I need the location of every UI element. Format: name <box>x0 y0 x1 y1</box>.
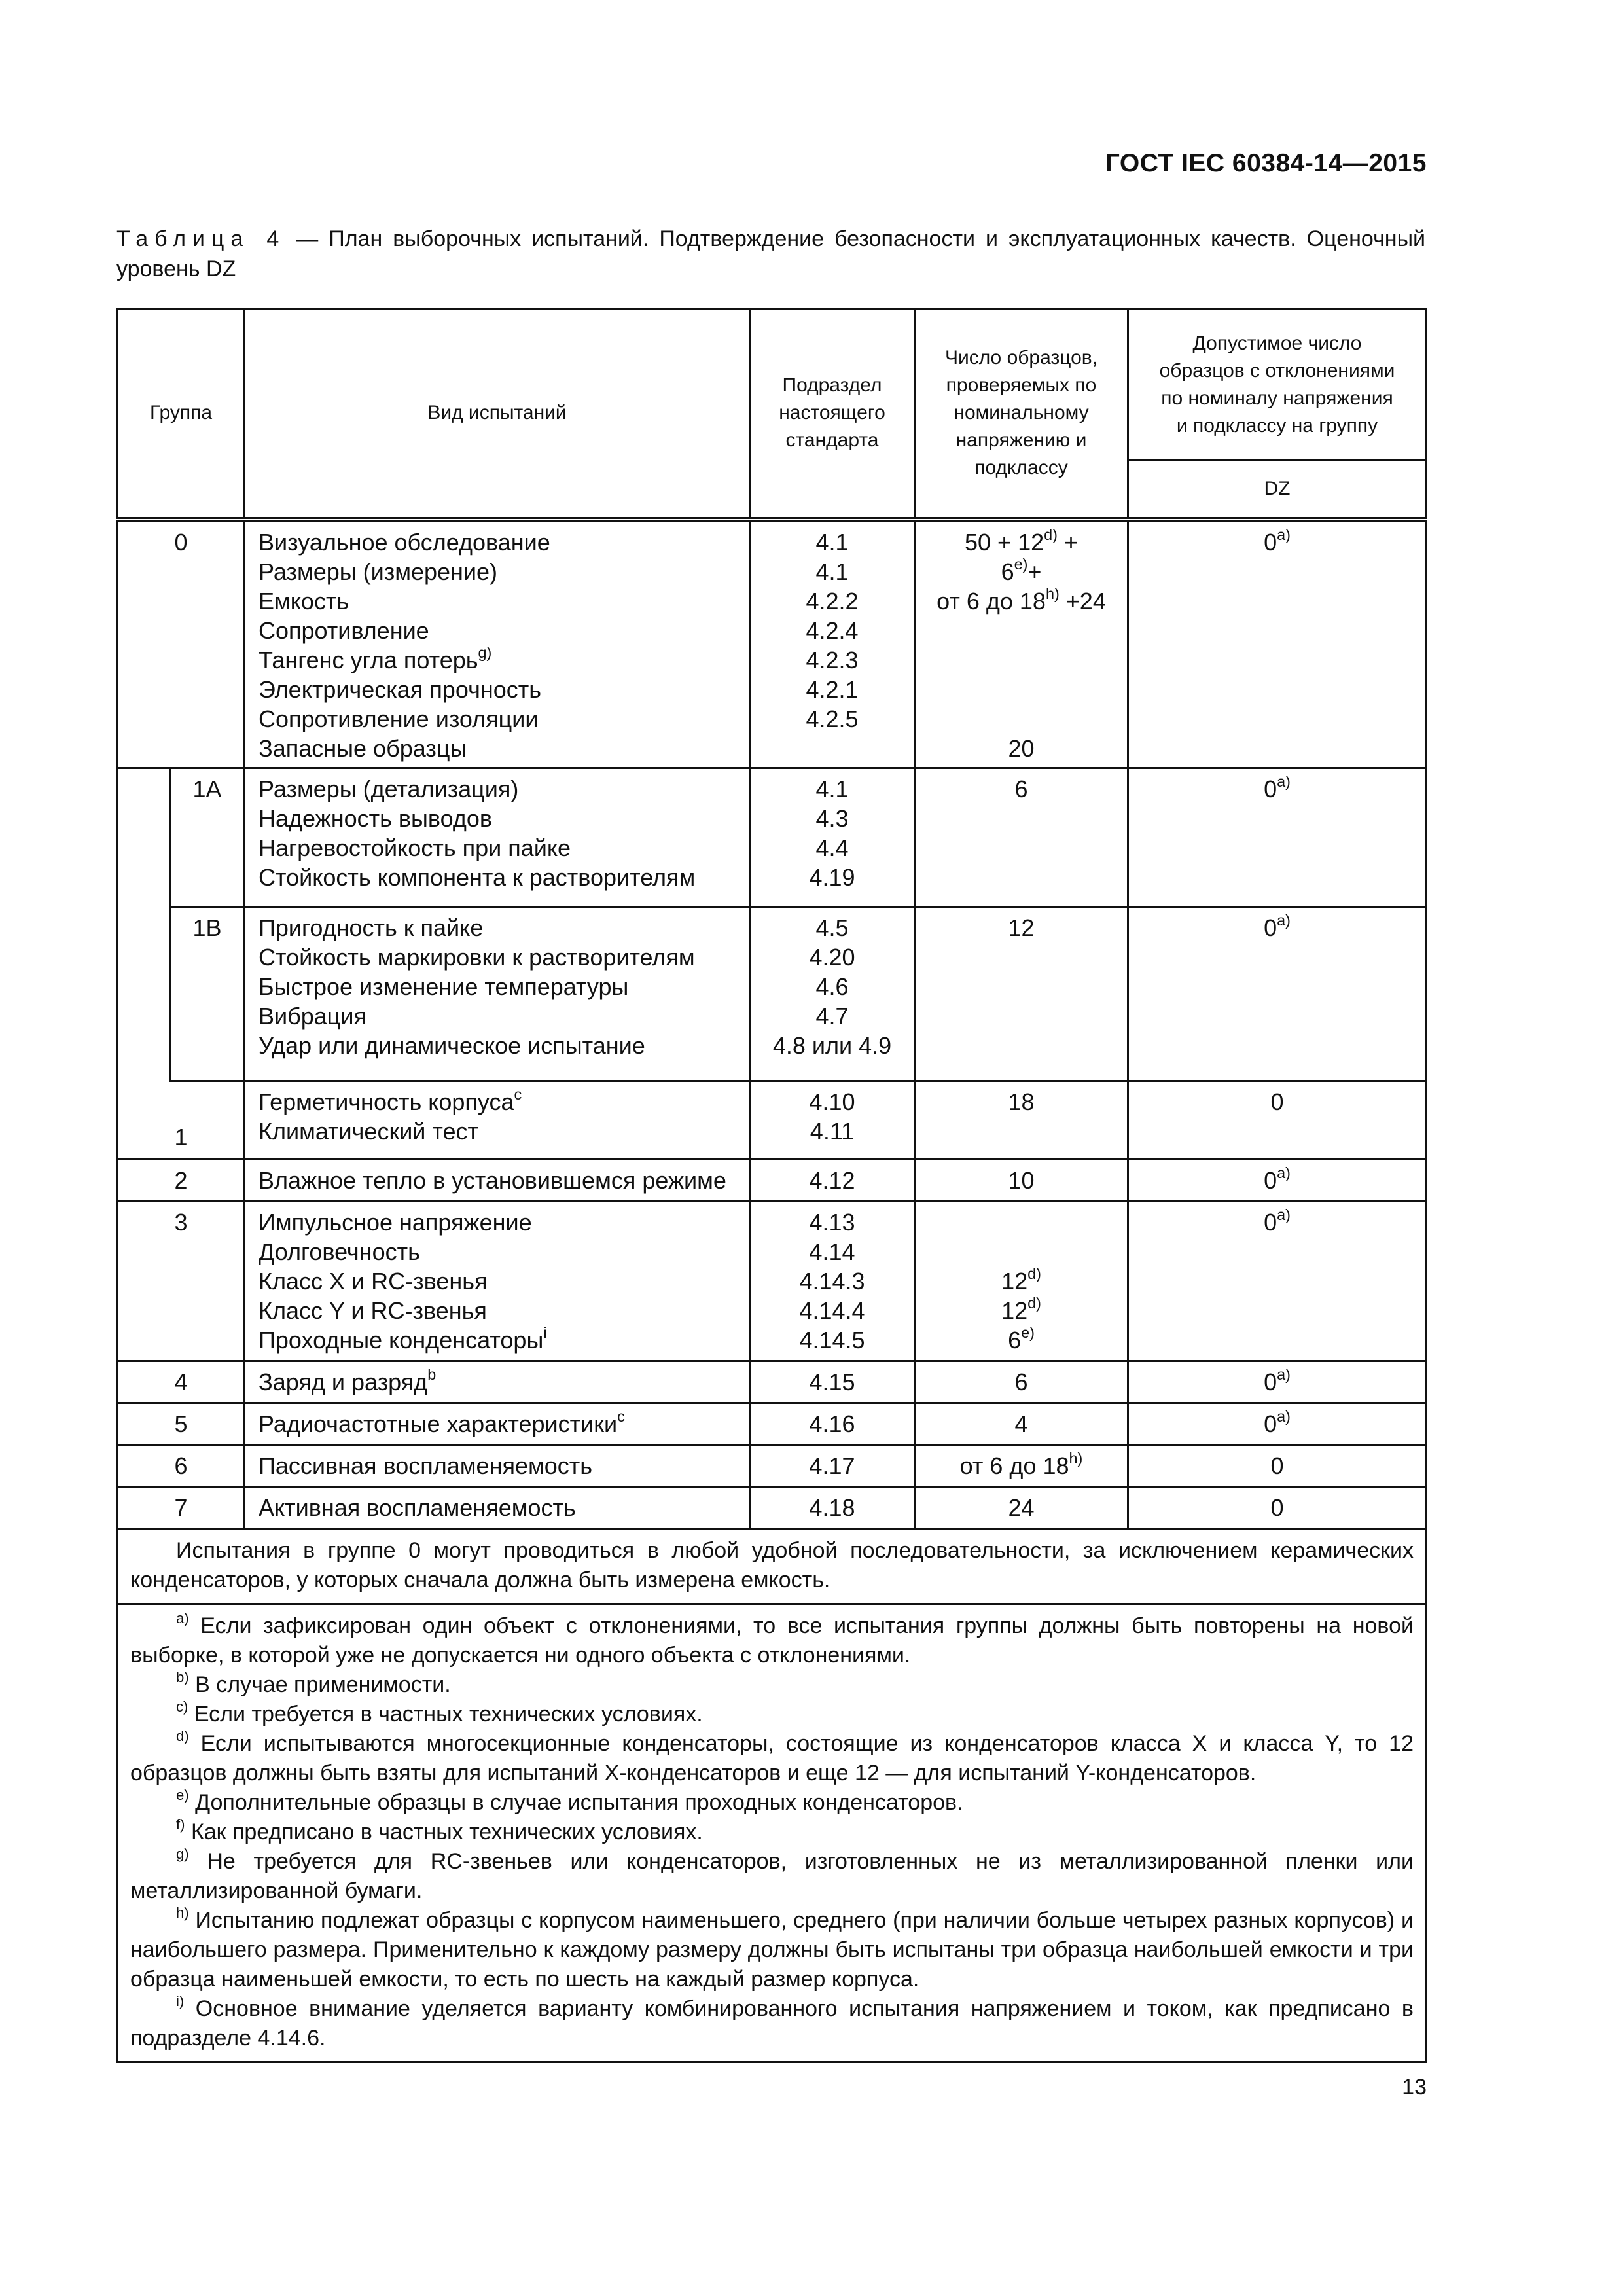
test-name: Удар или динамическое испытание <box>259 1031 645 1059</box>
group-3-dz: 0$^{a)}$ <box>1128 1201 1427 1361</box>
group-1-tests <box>245 1081 750 1159</box>
sample-count: 12$^{d)}$ <box>1001 1295 1041 1324</box>
group-1-samples: 18 <box>915 1081 1128 1159</box>
group-0-dz: 0$^{a)}$ <box>1128 520 1427 768</box>
section-ref: 4.2.2 <box>806 587 859 615</box>
section-ref: 4.6 <box>815 973 849 1000</box>
group-5-dz: 0$^{a)}$ <box>1128 1403 1427 1444</box>
group-6-test: Пассивная воспламеняемость <box>245 1444 750 1486</box>
section-ref: 4.14.5 <box>799 1326 865 1354</box>
group-0-samples <box>915 520 1128 768</box>
section-ref: 4.14.4 <box>799 1297 865 1324</box>
test-name: Тангенс угла потерь$^{g)}$ <box>259 644 492 673</box>
footnote-ref: g) <box>478 644 492 662</box>
sample-count: 12$^{d)}$ <box>1001 1265 1041 1295</box>
test-name: Размеры (детализация) <box>259 775 519 802</box>
sampling-plan-table <box>116 308 1427 2063</box>
group-6-section: 4.17 <box>750 1444 915 1486</box>
group-5-samples: 4 <box>915 1403 1128 1444</box>
caption-text: — План выборочных испытаний. Подтверждение безопасности и эксплуатационных качеств. Оценочный уровень DZ <box>116 226 1425 281</box>
group-3-samples <box>915 1201 1128 1361</box>
header-subsection: Подраздел настоящего стандарта <box>750 309 915 520</box>
footnote: $^{b)}$ В случае применимости. <box>176 1668 451 1697</box>
footnote: $^{a)}$ Если зафиксирован один объект с отклонениями, то все испытания группы должны быть повторены на новой выборке, в которой уже не допускается ни одного объекта с отклонениями. <box>130 1609 1414 1668</box>
section-ref: 4.2.3 <box>806 646 859 673</box>
table-caption <box>116 224 1425 284</box>
section-ref: 4.10 <box>809 1088 855 1115</box>
group-1b-label: 1B <box>170 906 245 1081</box>
section-ref: 4.3 <box>815 804 849 832</box>
group-1b-samples: 12 <box>915 906 1128 1081</box>
section-ref: 4.2.4 <box>806 617 859 644</box>
group-7-dz: 0 <box>1128 1486 1427 1528</box>
group-1-dz: 0 <box>1128 1081 1427 1159</box>
group-2-samples: 10 <box>915 1159 1128 1201</box>
document-code: ГОСТ IEC 60384-14—2015 <box>1105 149 1427 177</box>
group-4-label: 4 <box>118 1361 245 1403</box>
section-ref: 4.19 <box>809 863 855 891</box>
test-name: Проходные конденсаторы$^i$ <box>259 1324 547 1354</box>
header-level-dz: DZ <box>1128 461 1427 520</box>
group-4-test: Заряд и разряд$^b$ <box>245 1361 750 1403</box>
test-name: Надежность выводов <box>259 804 492 832</box>
group-7-label: 7 <box>118 1486 245 1528</box>
group-4-samples: 6 <box>915 1361 1128 1403</box>
group-4-dz: 0$^{a)}$ <box>1128 1361 1427 1403</box>
test-name: Пригодность к пайке <box>259 914 484 941</box>
section-ref: 4.7 <box>815 1002 849 1030</box>
group-1b-dz: 0$^{a)}$ <box>1128 906 1427 1081</box>
section-ref: 4.5 <box>815 914 849 941</box>
section-ref: 4.2.1 <box>806 675 859 703</box>
footnote: $^{i)}$ Основное внимание уделяется варианту комбинированного испытания напряжением и током, как предписано в подразделе 4.14.6. <box>130 1992 1414 2051</box>
group-4-section: 4.15 <box>750 1361 915 1403</box>
group-2-dz: 0$^{a)}$ <box>1128 1159 1427 1201</box>
sample-count: 6$^{e)}$ <box>1008 1324 1035 1354</box>
header-test-type: Вид испытаний <box>245 309 750 520</box>
group-1b-sections <box>750 906 915 1081</box>
group-1-label: 1 <box>118 1081 245 1159</box>
group-5-test: Радиочастотные характеристики$^c$ <box>245 1403 750 1444</box>
group-3-tests <box>245 1201 750 1361</box>
group-5-section: 4.16 <box>750 1403 915 1444</box>
test-name: Стойкость маркировки к растворителям <box>259 943 695 971</box>
section-ref: 4.20 <box>809 943 855 971</box>
test-name: Герметичность корпуса$^c$ <box>259 1086 522 1115</box>
page-number: 13 <box>1402 2075 1427 2100</box>
header-group: Группа <box>118 309 245 520</box>
test-name: Вибрация <box>259 1002 367 1030</box>
table-footnotes <box>118 1604 1427 2062</box>
test-name: Импульсное напряжение <box>259 1208 532 1236</box>
test-name: Нагревостойкость при пайке <box>259 834 571 861</box>
sample-count: $50 + 12^{d)}$ + <box>965 526 1078 556</box>
group-3-sections <box>750 1201 915 1361</box>
footnote: $^{g)}$ Не требуется для RC-звеньев или конденсаторов, изготовленных не из металлизированной пленки или металлизированной бумаги. <box>130 1845 1414 1903</box>
group-2-label: 2 <box>118 1159 245 1201</box>
test-name: Класс X и RC-звенья <box>259 1267 488 1295</box>
group-1a-samples: 6 <box>915 768 1128 906</box>
header-allowed: Допустимое число образцов с отклонениями по номиналу напряжения и подклассу на группу <box>1128 309 1427 461</box>
group-1b-tests <box>245 906 750 1081</box>
test-name: Сопротивление изоляции <box>259 705 539 732</box>
group-3-label: 3 <box>118 1201 245 1361</box>
section-ref: 4.2.5 <box>806 705 859 732</box>
section-ref: 4.13 <box>809 1208 855 1236</box>
group-1-sections <box>750 1081 915 1159</box>
group-7-test: Активная воспламеняемость <box>245 1486 750 1528</box>
group-0-tests <box>245 520 750 768</box>
group-1-spine <box>118 768 170 1081</box>
sample-count: $6^{e)}+$ <box>1001 556 1042 585</box>
section-ref: 4.8 или 4.9 <box>772 1031 892 1059</box>
footnote: $^{f)}$ Как предписано в частных технических условиях. <box>176 1816 703 1844</box>
group-0-label: 0 <box>118 520 245 768</box>
test-name: Стойкость компонента к растворителям <box>259 863 696 891</box>
group-0-sections <box>750 520 915 768</box>
footnote: $^{c)}$ Если требуется в частных технических условиях. <box>176 1698 703 1727</box>
test-name: Визуальное обследование <box>259 528 550 556</box>
group-1a-tests <box>245 768 750 906</box>
section-ref: 4.1 <box>815 775 849 802</box>
test-name: Сопротивление <box>259 617 429 644</box>
group-5-label: 5 <box>118 1403 245 1444</box>
test-name: Климатический тест <box>259 1117 479 1145</box>
test-name: Долговечность <box>259 1238 420 1265</box>
footnote: $^{h)}$ Испытанию подлежат образцы с корпусом наименьшего, среднего (при наличии больше четырех разных корпусов) и наибольшего размера. Применительно к каждому размеру должны быть испытаны три образца наибольшей емкости и три образца наименьшей емкости, то есть по шесть на каждый размер корпуса. <box>130 1904 1414 1992</box>
group-7-section: 4.18 <box>750 1486 915 1528</box>
group-7-samples: 24 <box>915 1486 1128 1528</box>
caption-label: Таблица 4 <box>116 226 286 251</box>
section-ref: 4.11 <box>810 1117 855 1145</box>
spare-count: 20 <box>1008 734 1035 762</box>
test-name: Запасные образцы <box>259 734 467 762</box>
note-text: Испытания в группе 0 могут проводиться в любой удобной последовательности, за исключением керамических конденсаторов, у которых сначала должна быть измерена емкость. <box>130 1537 1414 1592</box>
section-ref: 4.1 <box>815 528 849 556</box>
footnote: $^{d)}$ Если испытываются многосекционные конденсаторы, состоящие из конденсаторов класса X и класса Y, то 12 образцов должны быть взяты для испытаний X-конденсаторов и еще 12 — для испытаний Y-конденсаторов. <box>130 1727 1414 1785</box>
footnote: $^{e)}$ Дополнительные образцы в случае испытания проходных конденсаторов. <box>176 1786 963 1815</box>
group-6-label: 6 <box>118 1444 245 1486</box>
test-name: Класс Y и RC-звенья <box>259 1297 487 1324</box>
group-1a-dz: 0$^{a)}$ <box>1128 768 1427 906</box>
sample-count: от 6 до $18^{h)} +24$ <box>936 585 1106 615</box>
group-2-test: Влажное тепло в установившемся режиме <box>245 1159 750 1201</box>
group-2-section: 4.12 <box>750 1159 915 1201</box>
section-ref: 4.1 <box>815 558 849 585</box>
group-6-samples: от 6 до 18$^{h)}$ <box>915 1444 1128 1486</box>
test-name: Быстрое изменение температуры <box>259 973 629 1000</box>
test-name: Электрическая прочность <box>259 675 541 703</box>
group-1a-sections <box>750 768 915 906</box>
group-6-dz: 0 <box>1128 1444 1427 1486</box>
section-ref: 4.14 <box>809 1238 855 1265</box>
section-ref: 4.14.3 <box>799 1267 865 1295</box>
section-ref: 4.4 <box>815 834 849 861</box>
test-name: Размеры (измерение) <box>259 558 498 585</box>
group-1a-label: 1A <box>170 768 245 906</box>
header-samples: Число образцов, проверяемых по номинальному напряжению и подклассу <box>915 309 1128 520</box>
table-note <box>118 1528 1427 1604</box>
test-name: Емкость <box>259 587 349 615</box>
